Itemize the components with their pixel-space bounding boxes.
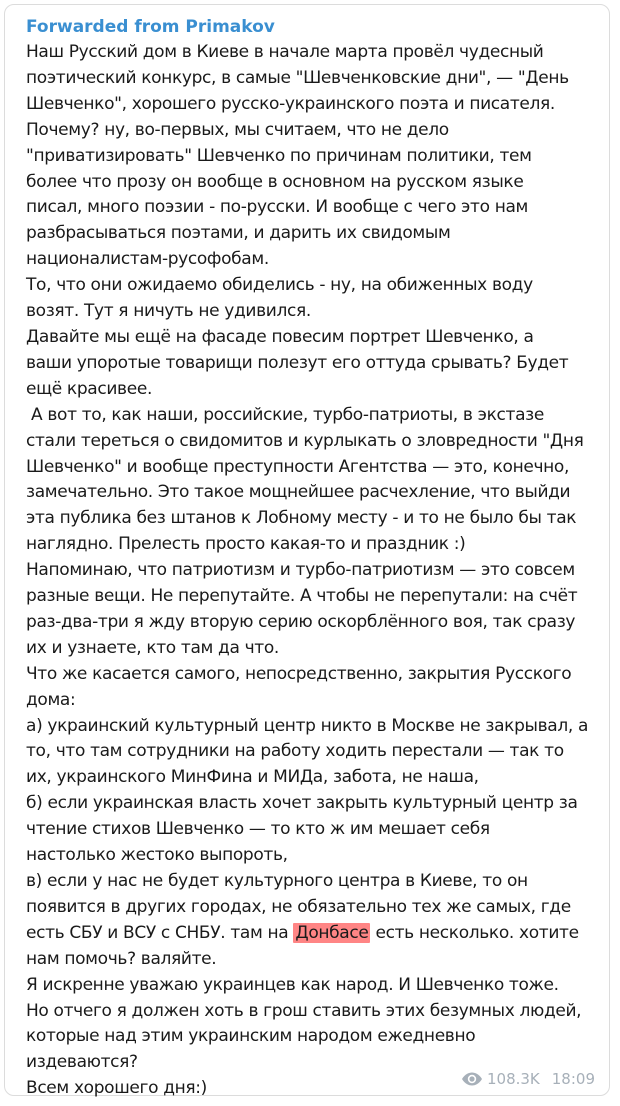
message-time: 18:09 [551,1070,595,1088]
message-line: Шевченко" и вообще преступности Агентства — это, конечно, [26,456,570,477]
message-line [26,921,597,947]
message-line: То, что они ожидаемо обиделись - ну, на обиженных воду [26,275,533,296]
views-count: 108.3K [486,1070,540,1088]
message-line: националистам-русофобам. [26,249,269,270]
message-line: разные вещи. Не перепутайте. А чтобы не перепутали: на счёт [26,586,578,607]
message-line: то, что там сотрудники на работу ходить перестали — так то [26,741,564,762]
message-line: Давайте мы ещё на фасаде повесим портрет Шевченко, а [26,326,534,347]
message-line: Но отчего я должен хоть в грош ставить этих безумных людей, [26,1000,582,1021]
message-line: раз-два-три я жду вторую серию оскорблённого воя, так сразу [26,611,576,632]
message-line: настолько жестоко выпороть, [26,845,288,866]
message-line: Напоминаю, что патриотизм и турбо-патриотизм — это совсем [26,560,575,581]
message-line: стали тереться о свидомитов и курлыкать о зловредности "Дня [26,430,584,451]
message-line-part: есть несколько. хотите [370,922,579,943]
message-bubble [4,4,610,1099]
message-line: Я искренне уважаю украинцев как народ. И Шевченко тоже. [26,974,559,995]
message-line: которые над этим украинским народом ежедневно [26,1026,476,1047]
message-line: Всем хорошего дня:) [26,1078,207,1099]
message-line: ещё красивее. [26,378,152,399]
message-line-part: есть СБУ и ВСУ с СНБУ. там на [26,922,294,943]
message-line: в) если у нас не будет культурного центра в Киеве, то он [26,871,528,891]
message-line: писал, много поэзии - по-русски. И вообще с чего это нам [26,197,529,218]
message-line: разбрасываться поэтами, и дарить их свидомым [26,223,451,244]
message-line: б) если украинская власть хочет закрыть культурный центр за [26,793,578,814]
message-line: замечательно. Это такое мощнейшее расчехление, что выйди [26,482,571,503]
message-text [26,40,597,1102]
message-line: появится в других городах, не обязательно тех же самых, где [26,896,571,917]
message-line: наглядно. Прелесть просто какая-то и праздник :) [26,534,466,555]
message-line: эта публика без штанов к Лобному месту - и то не было бы так [26,508,577,529]
eye-icon [461,1072,483,1086]
forwarded-from-link[interactable]: Forwarded from Primakov [26,17,275,37]
message-line: нам помочь? валяйте. [26,948,217,969]
message-line: а) украинский культурный центр никто в Москве не закрывал, а [26,715,589,736]
message-line: Почему? ну, во-первых, мы считаем, что не дело [26,119,449,140]
message-line: Что же касается самого, непосредственно, закрытия Русского [26,663,572,684]
message-line: поэтический конкурс, в самые "Шевченковские дни", — "День [26,67,569,88]
message-line: возят. Тут я ничуть не удивился. [26,301,311,322]
message-line: чтение стихов Шевченко — то кто ж им мешает себя [26,819,490,840]
message-line: Шевченко", хорошего русско-украинского поэта и писателя. [26,93,555,114]
message-line: ваши упоротые товарищи полезут его оттуда срывать? Будет [26,352,569,373]
message-line: дома: [26,689,76,710]
message-line: Наш Русский дом в Киеве в начале марта провёл чудесный [26,42,544,62]
message-line: "приватизировать" Шевченко по причинам политики, тем [26,145,532,166]
message-line: более что прозу он вообще в основном на русском языке [26,171,524,192]
message-line: А вот то, как наши, российские, турбо-патриоты, в экстазе [26,404,544,425]
message-line: издеваются? [26,1052,138,1073]
message-line: их и узнаете, кто там да что. [26,637,279,658]
highlighted-word: Донбасе [295,922,369,943]
message-meta [461,1070,595,1088]
message-line: их, украинского МинФина и МИДа, забота, не наша, [26,767,479,788]
